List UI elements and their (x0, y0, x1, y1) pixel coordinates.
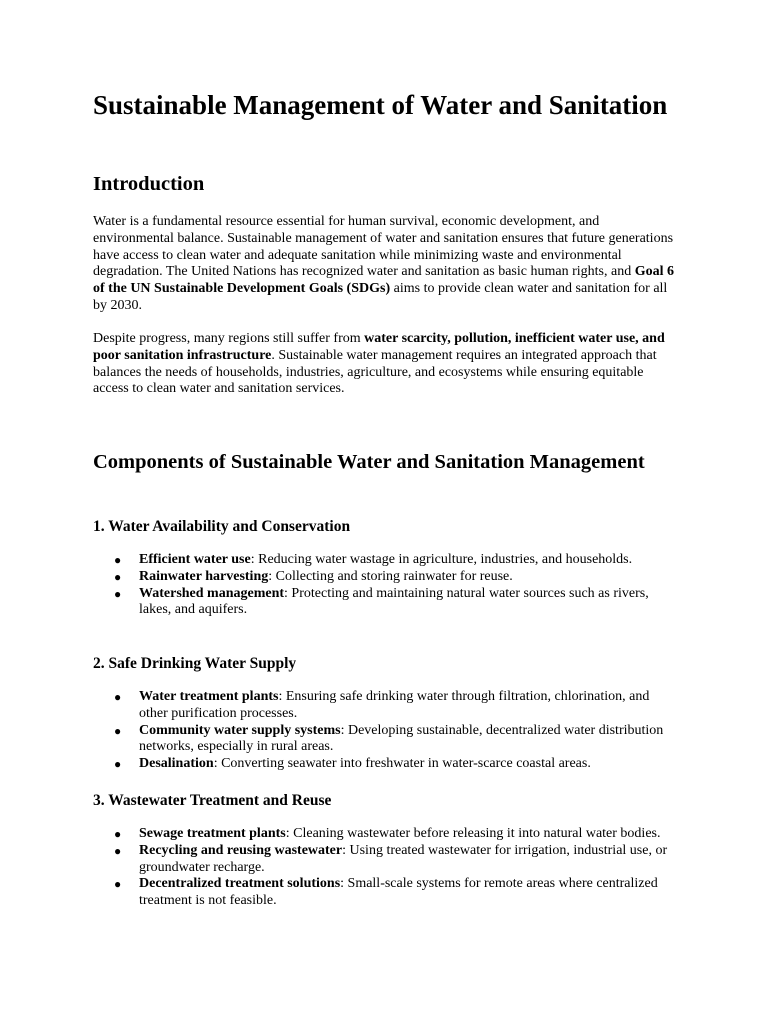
list-item (93, 552, 678, 569)
list-item-description: : Reducing water wastage in agriculture, industries, and households. (250, 552, 633, 567)
list-item-term: Water treatment plants (139, 689, 279, 704)
list-item (93, 756, 678, 773)
list-item-description: : Developing sustainable, decentralized water distribution networks, especially in rural areas. (139, 722, 664, 755)
bullet-icon: ● (114, 586, 122, 601)
list-item (93, 723, 678, 757)
section-heading-wastewater: 3. Wastewater Treatment and Reuse (93, 792, 332, 809)
bullet-icon: ● (114, 843, 122, 858)
introduction-paragraph-1 (93, 214, 678, 315)
list-item-term: Sewage treatment plants (139, 826, 286, 841)
section-heading-drinking-water: 2. Safe Drinking Water Supply (93, 655, 297, 672)
list-item-description: : Converting seawater into freshwater in water-scarce coastal areas. (213, 756, 591, 772)
bullet-icon: ● (114, 877, 122, 892)
list-item-description: : Using treated wastewater for irrigation, industrial use, or groundwater recharge. (139, 842, 668, 875)
introduction-paragraph-2 (93, 331, 678, 398)
list-item (93, 843, 678, 877)
paragraph-emphasis: Goal 6 of the UN Sustainable Development Goals (SDGs) (93, 264, 674, 297)
paragraph-text: aims to provide clean water and sanitation for all by 2030. (93, 281, 668, 313)
list-item-term: Recycling and reusing wastewater (139, 842, 343, 858)
section-list-water-availability (93, 552, 678, 619)
list-item (93, 689, 678, 723)
paragraph-text: Water is a fundamental resource essential for human survival, economic development, and environmental balance. Sustainable management of water and sanitation ensures that future generations have access to clean water and adequate sanitation while minimizing waste and environmental degradation. The United Nations has recognized water and sanitation as basic human rights, and (93, 214, 674, 280)
list-item-term: Efficient water use (139, 552, 251, 567)
list-item-description: : Ensuring safe drinking water through filtration, chlorination, and other purification processes. (139, 689, 650, 721)
section-list-wastewater (93, 826, 678, 910)
list-item-term: Watershed management (139, 585, 285, 601)
paragraph-text: . Sustainable water management requires an integrated approach that balances the needs of households, industries, agriculture, and ecosystems while ensuring equitable access to clean water and sanitation services. (93, 347, 657, 397)
list-item (93, 876, 678, 910)
list-item-term: Community water supply systems (139, 722, 341, 738)
bullet-icon: ● (114, 757, 122, 772)
list-item-term: Decentralized treatment solutions (139, 876, 341, 892)
list-item-description: : Protecting and maintaining natural water sources such as rivers, lakes, and aquifers. (139, 585, 649, 618)
list-item-description: : Small-scale systems for remote areas where centralized treatment is not feasible. (139, 876, 658, 909)
list-item-description: : Collecting and storing rainwater for reuse. (268, 568, 513, 584)
document-title: Sustainable Management of Water and Sanitation (93, 90, 668, 120)
list-item-term: Rainwater harvesting (139, 568, 269, 584)
list-item (93, 569, 678, 586)
components-heading: Components of Sustainable Water and Sanitation Management (93, 451, 645, 473)
list-item-term: Desalination (139, 756, 214, 772)
bullet-icon: ● (114, 553, 122, 567)
list-item (93, 586, 678, 620)
list-item (93, 826, 678, 843)
list-item-description: : Cleaning wastewater before releasing it into natural water bodies. (285, 826, 661, 841)
paragraph-text: Despite progress, many regions still suffer from (93, 331, 365, 346)
bullet-icon: ● (114, 827, 122, 841)
bullet-icon: ● (114, 569, 122, 584)
section-heading-water-availability: 1. Water Availability and Conservation (93, 518, 351, 535)
introduction-heading: Introduction (93, 173, 205, 195)
bullet-icon: ● (114, 723, 122, 738)
section-list-drinking-water (93, 689, 678, 773)
bullet-icon: ● (114, 690, 122, 704)
paragraph-emphasis: water scarcity, pollution, inefficient water use, and poor sanitation infrastructure (93, 331, 665, 363)
